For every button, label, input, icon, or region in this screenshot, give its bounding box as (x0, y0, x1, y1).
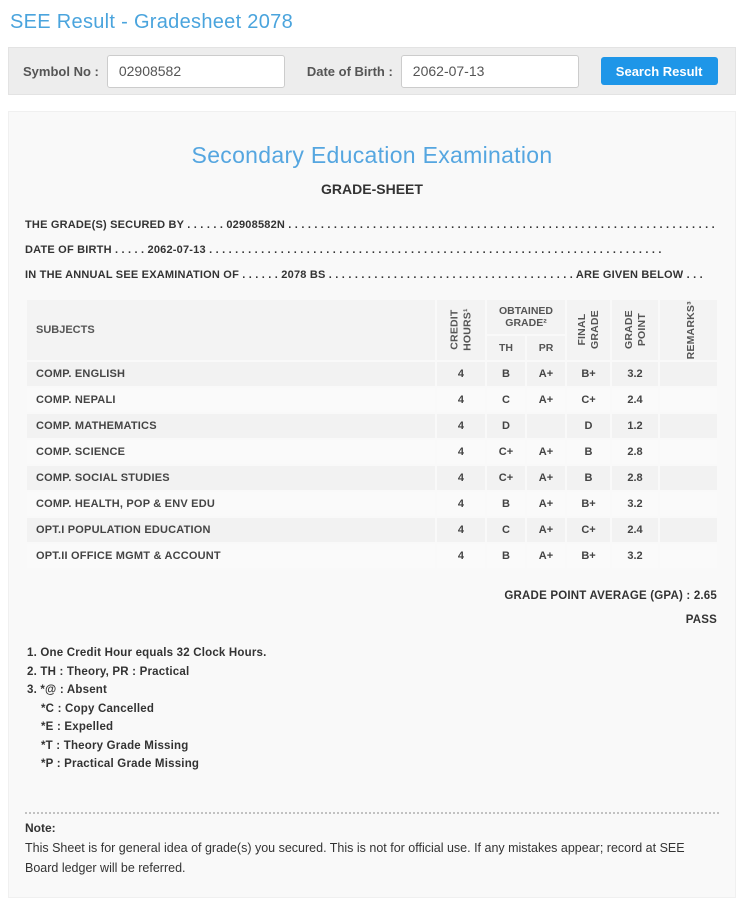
exam-title: Secondary Education Examination (191, 142, 553, 168)
grade-point-cell: 1.2 (612, 414, 658, 438)
gradesheet-panel (8, 111, 736, 898)
footnote-credit-hour: 1. One Credit Hour equals 32 Clock Hours. (27, 647, 267, 659)
date-of-birth-input[interactable] (401, 55, 579, 88)
gradesheet-subtitle: GRADE-SHEET (321, 181, 423, 197)
table-row (27, 440, 717, 464)
header-credit-hours-line2: HOURS¹ (460, 308, 473, 352)
credit-cell: 4 (437, 492, 485, 516)
header-final-grade (567, 300, 610, 360)
final-grade-cell: C+ (567, 388, 610, 412)
final-grade-cell: B (567, 466, 610, 490)
pr-grade-cell (527, 414, 565, 438)
grade-point-cell: 3.2 (612, 492, 658, 516)
remarks-cell (660, 388, 717, 412)
final-grade-cell: B (567, 440, 610, 464)
table-row (27, 544, 717, 568)
date-of-birth-label: Date of Birth : (306, 63, 393, 79)
pr-grade-cell: A+ (527, 362, 565, 386)
table-row (27, 518, 717, 542)
grade-point-cell: 3.2 (612, 362, 658, 386)
subject-cell: COMP. NEPALI (27, 388, 435, 412)
remarks-cell (660, 414, 717, 438)
grade-point-cell: 3.2 (612, 544, 658, 568)
header-pr: PR (527, 336, 565, 360)
footnote-theory-missing: *T : Theory Grade Missing (41, 739, 189, 752)
credit-cell: 4 (437, 388, 485, 412)
footnote-absent: 3. *@ : Absent (27, 684, 108, 696)
subject-cell: OPT.II OFFICE MGMT & ACCOUNT (27, 544, 435, 568)
pr-grade-cell: A+ (527, 466, 565, 490)
remarks-cell (660, 518, 717, 542)
subject-cell: OPT.I POPULATION EDUCATION (27, 518, 435, 542)
search-form (8, 47, 736, 95)
result-summary (25, 584, 717, 632)
credit-cell: 4 (437, 518, 485, 542)
remarks-cell (660, 466, 717, 490)
credit-cell: 4 (437, 544, 485, 568)
symbol-no-label: Symbol No : (23, 63, 99, 79)
grades-table (25, 298, 719, 570)
header-obtained-grade: OBTAINED GRADE² (487, 300, 565, 334)
footnote-practical-missing: *P : Practical Grade Missing (41, 758, 200, 770)
note-text: This Sheet is for general idea of grade(s) you secured. This is not for official use. If any mistakes appear; record at SEE Board ledger will be referred. (25, 840, 685, 876)
gpa-value: 2.65 (693, 590, 717, 602)
grade-point-cell: 2.4 (612, 388, 658, 412)
grade-point-cell: 2.4 (612, 518, 658, 542)
table-row (27, 388, 717, 412)
remarks-cell (660, 492, 717, 516)
remarks-cell (660, 362, 717, 386)
footnote-copy-cancelled: *C : Copy Cancelled (41, 702, 155, 715)
remarks-cell (660, 440, 717, 464)
exam-year-line: IN THE ANNUAL SEE EXAMINATION OF . . . . . . 2078 BS . . . . . . . . . . . . . . . . . . . . . . . . . . . . . . . . . . . . . . ARE GIVEN BELOW . . . (25, 269, 703, 281)
final-grade-cell: D (567, 414, 610, 438)
header-remarks (660, 300, 717, 360)
student-info (25, 213, 719, 288)
subject-cell: COMP. SOCIAL STUDIES (27, 466, 435, 490)
dob-line: DATE OF BIRTH . . . . . 2062-07-13 . . . . . . . . . . . . . . . . . . . . . . . . . . . . . . . . . . . . . . . . . . . . . . . . . . . . . . . . . . . . . . . . . . . . . . (25, 244, 662, 256)
header-subjects: SUBJECTS (27, 300, 435, 360)
header-grade-point-line2: POINT (634, 313, 647, 347)
footnotes (27, 644, 719, 774)
credit-cell: 4 (437, 440, 485, 464)
pr-grade-cell: A+ (527, 440, 565, 464)
secured-by-line: THE GRADE(S) SECURED BY . . . . . . 02908582N . . . . . . . . . . . . . . . . . . . . . . . . . . . . . . . . . . . . . . . . . . . . . . . . . . . . . . . . . . . . . . . . . . (25, 219, 715, 231)
page-title: SEE Result - Gradesheet 2078 (10, 11, 293, 33)
th-grade-cell: C (487, 518, 525, 542)
grade-point-cell: 2.8 (612, 440, 658, 464)
pr-grade-cell: A+ (527, 492, 565, 516)
symbol-no-input[interactable] (107, 55, 285, 88)
footnote-th-pr: 2. TH : Theory, PR : Practical (27, 665, 190, 678)
remarks-cell (660, 544, 717, 568)
credit-cell: 4 (437, 414, 485, 438)
credit-cell: 4 (437, 466, 485, 490)
final-grade-cell: B+ (567, 362, 610, 386)
th-grade-cell: B (487, 544, 525, 568)
subject-cell: COMP. HEALTH, POP & ENV EDU (27, 492, 435, 516)
subject-cell: COMP. MATHEMATICS (27, 414, 435, 438)
table-row (27, 414, 717, 438)
header-grade-point-line1: GRADE (622, 310, 635, 350)
th-grade-cell: C (487, 388, 525, 412)
footnote-expelled: *E : Expelled (41, 721, 114, 733)
pr-grade-cell: A+ (527, 518, 565, 542)
table-row (27, 466, 717, 490)
header-credit-hours-line1: CREDIT (448, 309, 461, 351)
header-grade-point (612, 300, 658, 360)
header-th: TH (487, 336, 525, 360)
final-grade-cell: C+ (567, 518, 610, 542)
credit-cell: 4 (437, 362, 485, 386)
header-final-grade-line2: GRADE (588, 310, 601, 350)
th-grade-cell: C+ (487, 440, 525, 464)
th-grade-cell: B (487, 362, 525, 386)
grades-table-header (27, 300, 717, 360)
th-grade-cell: B (487, 492, 525, 516)
grade-point-cell: 2.8 (612, 466, 658, 490)
note-label: Note: (25, 820, 56, 835)
header-final-grade-line1: FINAL (575, 314, 588, 346)
pr-grade-cell: A+ (527, 388, 565, 412)
header-credit-hours (437, 300, 485, 360)
pr-grade-cell: A+ (527, 544, 565, 568)
th-grade-cell: D (487, 414, 525, 438)
table-row (27, 362, 717, 386)
th-grade-cell: C+ (487, 466, 525, 490)
final-grade-cell: B+ (567, 492, 610, 516)
table-row (27, 492, 717, 516)
note-block (25, 812, 719, 879)
gpa-label: GRADE POINT AVERAGE (GPA) : (504, 590, 691, 602)
subject-cell: COMP. ENGLISH (27, 362, 435, 386)
search-result-button[interactable]: Search Result (601, 57, 718, 85)
final-grade-cell: B+ (567, 544, 610, 568)
subject-cell: COMP. SCIENCE (27, 440, 435, 464)
header-remarks-line1: REMARKS³ (684, 300, 697, 360)
pass-status: PASS (685, 614, 717, 626)
